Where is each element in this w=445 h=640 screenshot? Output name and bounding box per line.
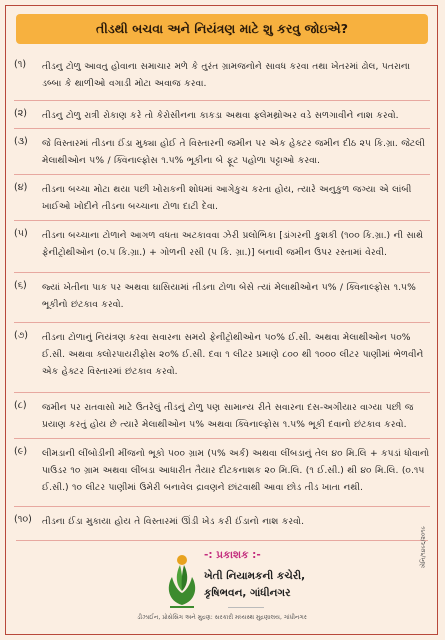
- publisher-location: કૃષિભવન, ગાંધીનગર: [204, 587, 291, 599]
- item-number: (૯): [14, 446, 28, 457]
- list-item: [14, 323, 430, 393]
- item-number: (૧૦): [14, 514, 32, 525]
- list-item: [14, 175, 430, 221]
- list-item: [14, 101, 430, 129]
- item-number: (૮): [14, 400, 27, 411]
- item-number: (૪): [14, 182, 28, 193]
- item-text: જે વિસ્તારમાં તીડના ઈંડા મુક્યા હોઈ તે વિસ્તારની જમીન પર એક હેક્ટર જમીન દીઠ ૨૫ કિ.ગ્રા. જેટલી મેલાથીઓન ૫% / ક્વિનાલ્ફોસ ૧.૫% ભૂકીના બે ફૂટ પહોળા પટ્ટાઓ કરવા.: [42, 138, 425, 166]
- item-text: તીડના બચ્ચાના ટોળાને આગળ વધતા અટકાવવા ઝેરી પ્રલોભિકા [ડાંગરની કુશકી (૧૦૦ કિ.ગ્રા.) ની સાથે ફેનીટ્રોથીઓન (૦.૫ કિ.ગ્રા.) + ગોળની રસી (૫ કિ. ગ્રા.)] બનાવી જમીન ઉપર રસ્તામાં વેરવી.: [42, 230, 424, 258]
- print-footnote: ડીઝાઈન, પ્રોસેસિંગ અને મુદ્રણ: સરકારી મધ્યસ્થ મુદ્રણાલય, ગાંધીનગર: [137, 614, 307, 621]
- list-item: [14, 221, 430, 273]
- list-item: [14, 439, 430, 507]
- publisher-heading: -: પ્રકાશક :-: [204, 549, 261, 561]
- item-number: (૩): [14, 136, 28, 147]
- page-title-text: તીડથી બચવા અને નિયંત્રણ માટે શુ કરવુ જોઇએ?: [95, 21, 348, 36]
- item-text: લીમડાની લીંબોડીની મીંજનો ભૂકો ૫૦૦ ગ્રામ (૫% અર્ક) અથવા લીંબડાનું તેલ ૪૦ મિ.લિ + કપડાં ધોવાનો પાઉડર ૧૦ ગ્રામ અથવા લીંબડા આધારીત તૈયાર દીટકનાશક ૨૦ મિ.લિ. (૧ ઈ.સી.) થી ૪૦ મિ.લિ. (૦.૧૫ ઈ.સી.) ૧૦ લીટર પાણીમાં ઉમેરી બનાવેલ દ્રાવણને છાંટવાથી આવા છોડ તીડ ખાતા નથી.: [42, 448, 430, 493]
- list-item: [14, 393, 430, 439]
- page-title: [16, 14, 428, 44]
- item-text: તીડનુ ટોળુ આવતુ હોવાના સમાચાર મળે કે તુરંત ગ્રામજનોને સાવધ કરવા તથા ખેતરમાં ઢોલ, પતરાના ડબ્બા કે થાળીઓ વગાડી મોટા અવાજ કરવા.: [42, 61, 410, 89]
- krushi-logo-icon: [162, 551, 202, 609]
- item-text: તીડના બચ્ચા મોટા થયા પછી ખોરાકની શોધમાં આગેકુચ કરતા હોય, ત્યારે અનુકુળ જગ્યા એ લાંબી ખાઈઓ ખોદીને તીડના બચ્ચાના ટોળા દાટી દેવા.: [42, 184, 412, 212]
- document-code: ખેનિ/૧૪૯૬/૨૦૧૯: [420, 526, 427, 568]
- item-text: જમીન પર રાતવાસો માટે ઉતરેલું તીડનું ટોળુ પણ સામાન્ય રીતે સવારના દસ-અગીયાર વાગ્યા પછી જ પ્રયાણ કરતું હોય છે ત્યારે મેલાથીઓન ૫% અથવા ક્વિનાલ્ફોસ ૧.૫% ભૂકી દવાનો છંટકાવ કરવો.: [42, 402, 414, 430]
- list-item: [14, 52, 430, 101]
- item-number: (૫): [14, 228, 28, 239]
- instruction-list: [14, 52, 430, 537]
- list-item: [14, 507, 430, 537]
- list-item: [14, 129, 430, 175]
- publisher-footer: [16, 540, 428, 629]
- item-text: તીડના ઈંડા મુકાયા હોય તે વિસ્તારમાં ઊંડી ખેડ કરી ઈંડાનો નાશ કરવો.: [42, 516, 305, 527]
- item-number: (૨): [14, 108, 27, 119]
- publisher-office: ખેતી નિયામકની કચેરી,: [204, 570, 306, 582]
- item-number: (૬): [14, 280, 27, 291]
- item-text: તીડનુ ટોળુ રાત્રી રોકાણ કરે તો કેરોસીનના કાકડા અથવા ફ્લેમથ્રોઅર વડે સળગાવીને નાશ કરવો.: [42, 110, 399, 121]
- item-number: (૧): [14, 59, 27, 70]
- item-text: જ્યાં ખેતીના પાક પર અથવા ઘાસિયામાં તીડના ટોળા બેસે ત્યાં મેલાથીઓન ૫% / ક્વિનાલ્ફોસ ૧.૫% ભૂકીનો છંટકાવ કરવો.: [42, 282, 416, 310]
- item-number: (૭): [14, 330, 29, 341]
- list-item: [14, 273, 430, 323]
- divider: [228, 607, 264, 608]
- item-text: તીડના ટોળાનું નિયંત્રણ કરવા સવારના સમયે ફેનીટ્રોથીઓન ૫૦% ઈ.સી. અથવા મેલાથીઓન ૫૦% ઈ.સી. અથવા ક્લોરપાયરીફોસ ૨૦% ઈ.સી. દવા ૧ લીટર પ્રમાણે ૮૦૦ થી ૧૦૦૦ લીટર પાણીમાં ભેળવીને એક હેક્ટર વિસ્તારમાં છંટકાવ કરવો.: [42, 332, 424, 377]
